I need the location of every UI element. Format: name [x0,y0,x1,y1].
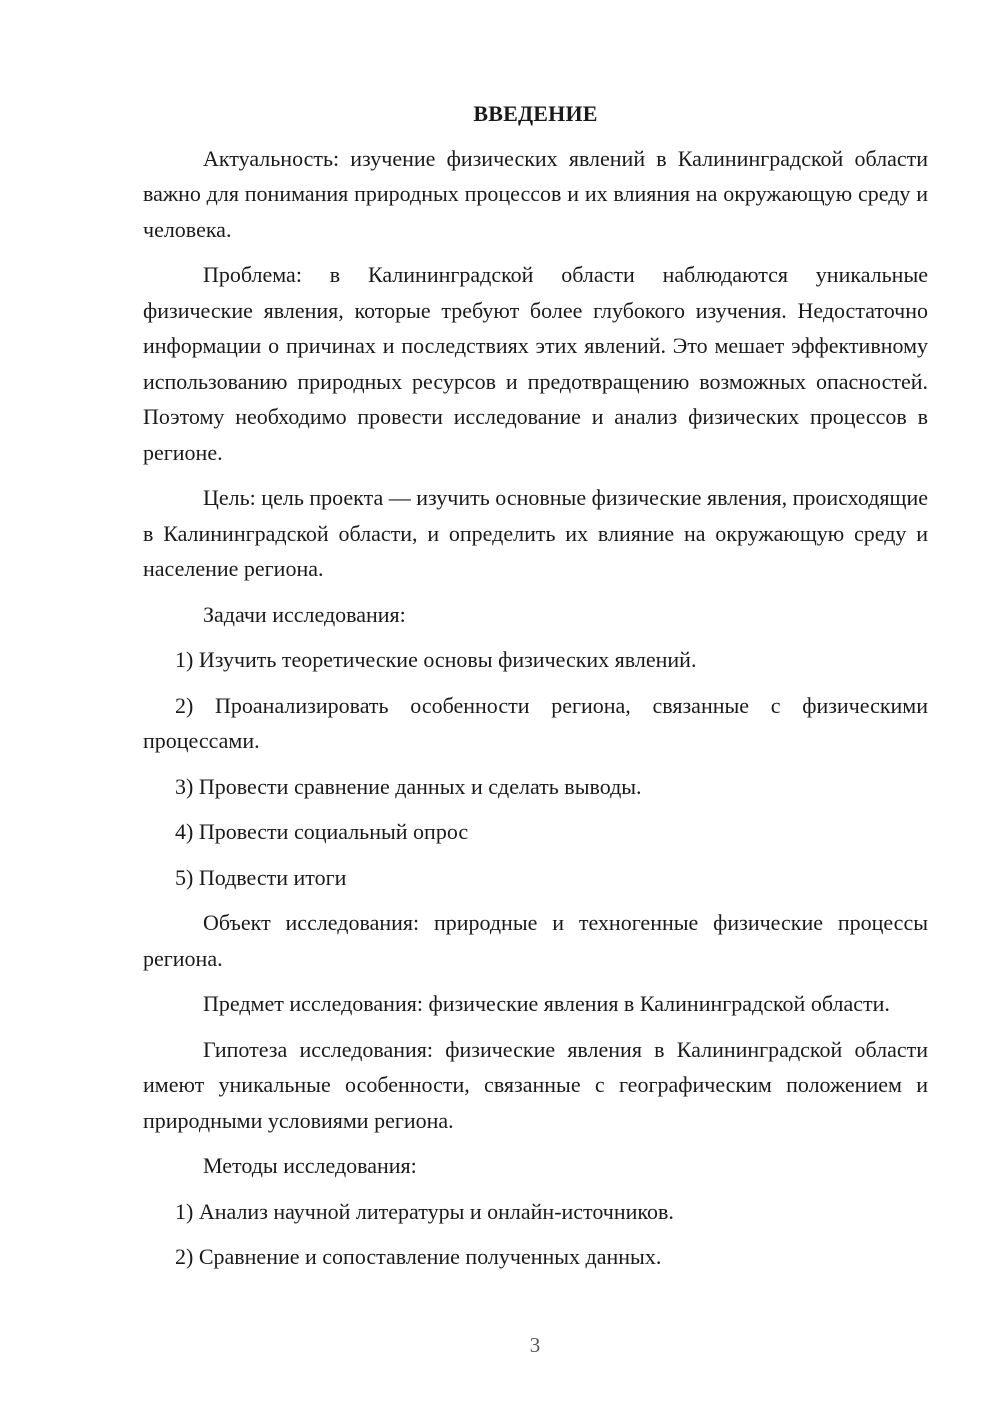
page-number: 3 [529,1333,541,1357]
method-item-1: 1) Анализ научной литературы и онлайн-источников. [175,1198,674,1224]
section-title: ВВЕДЕНИЕ [473,101,598,126]
task-item-3: 3) Провести сравнение данных и сделать выводы. [175,773,642,799]
tasks-heading: Задачи исследования: [203,601,406,627]
task-item-1: 1) Изучить теоретические основы физических явлений. [175,647,697,672]
method-item-2: 2) Сравнение и сопоставление полученных данных. [175,1244,662,1269]
task-item-5: 5) Подвести итоги [175,864,347,890]
task-item-4: 4) Провести социальный опрос [175,819,469,844]
methods-heading: Методы исследования: [203,1153,417,1178]
relevance-paragraph: Актуальность: изучение физических явлений в Калининградской области важно для понимания природных процессов и их влияния на окружающую среду и человека. [143,145,928,242]
subject-paragraph: Предмет исследования: физические явления в Калининградской области. [203,991,890,1016]
object-paragraph: Объект исследования: природные и техногенные физические процессы региона. [143,910,928,971]
problem-paragraph: Проблема: в Калининградской области наблюдаются уникальные физические явления, которые требуют более глубокого изучения. Недостаточно информации о причинах и последствиях этих явлений. Это мешает эффективному использованию природных ресурсов и предотвращению возможных опасностей. Поэтому необходимо провести исследование и анализ физических процессов в регионе. [143,262,928,465]
goal-paragraph: Цель: цель проекта — изучить основные физические явления, происходящие в Калининградской области, и определить их влияние на окружающую среду и население региона. [143,485,928,581]
document-page [143,96,928,1285]
task-item-2: 2) Проанализировать особенности региона, связанные с физическими процессами. [143,692,928,753]
hypothesis-paragraph: Гипотеза исследования: физические явления в Калининградской области имеют уникальные особенности, связанные с географическим положением и природными условиями региона. [143,1036,928,1133]
